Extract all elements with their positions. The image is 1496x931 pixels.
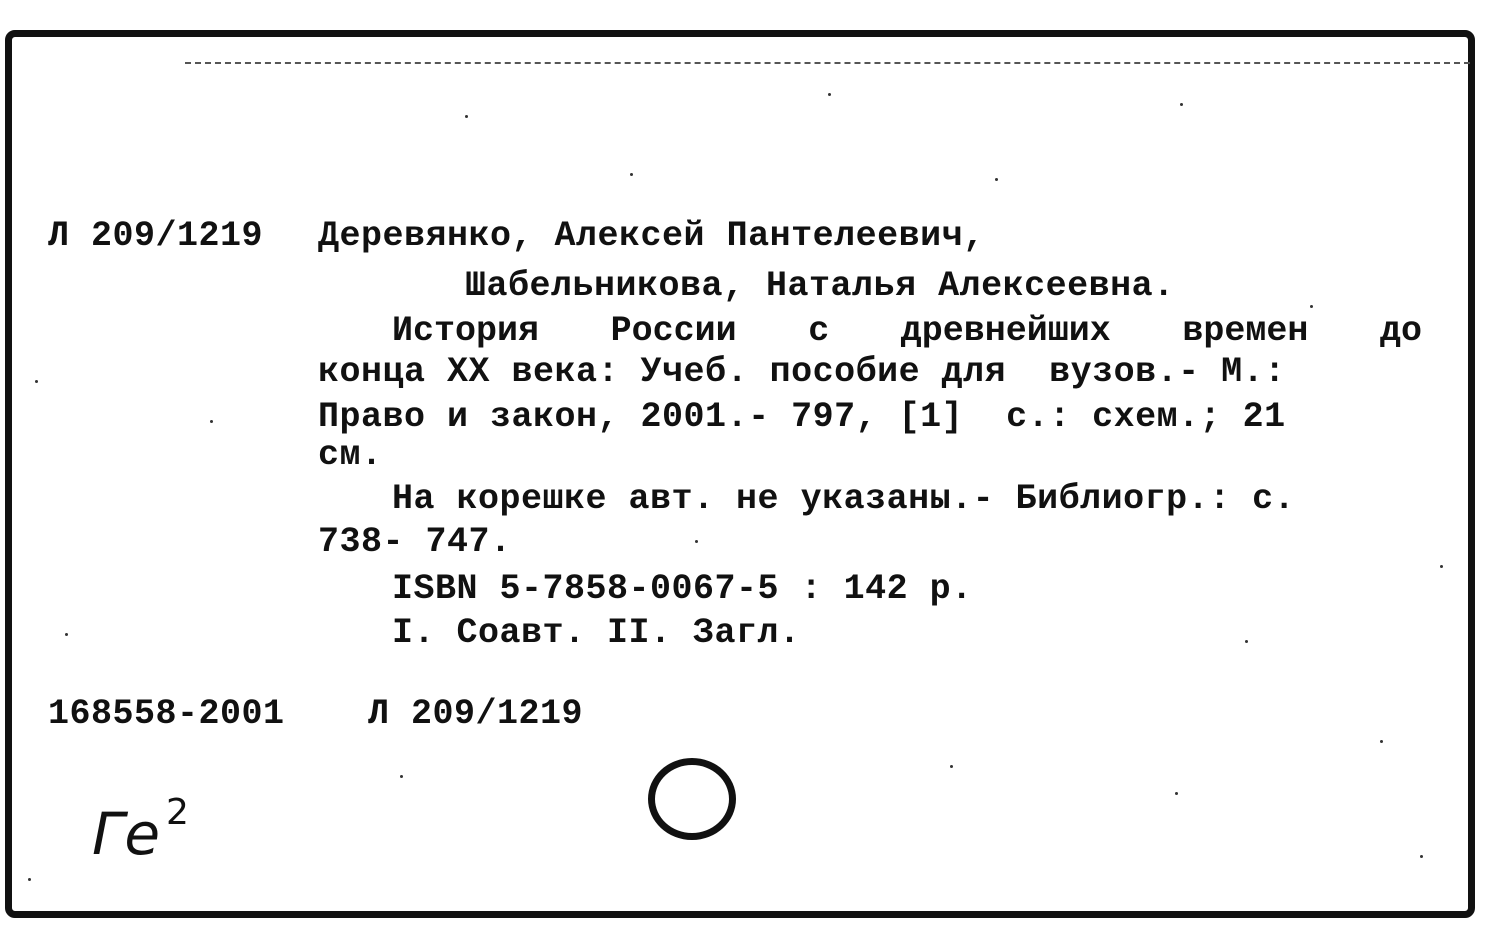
handwritten-superscript: 2 — [166, 791, 189, 833]
heading-author: Деревянко, Алексей Пантелеевич, — [318, 216, 985, 256]
scan-speck — [1175, 792, 1178, 795]
catalog-card — [5, 30, 1475, 918]
title-word: России — [610, 311, 737, 351]
note-line-1: На корешке авт. не указаны.- Библиогр.: с. — [392, 479, 1296, 519]
scan-speck — [35, 380, 38, 383]
scan-speck — [28, 878, 31, 881]
title-word: История — [392, 311, 540, 351]
footer-call-number: Л 209/1219 — [368, 694, 584, 734]
scan-speck — [400, 775, 403, 778]
title-line-4: см. — [318, 435, 383, 475]
scan-speck — [995, 178, 998, 181]
scan-speck — [65, 633, 68, 636]
title-word: времен — [1182, 311, 1309, 351]
tracings-line: I. Соавт. II. Загл. — [392, 613, 801, 653]
title-line-3: Право и закон, 2001.- 797, [1] с.: схем.; 21 — [318, 397, 1286, 437]
scan-speck — [695, 540, 698, 543]
isbn-line: ISBN 5-7858-0067-5 : 142 р. — [392, 569, 973, 609]
handwritten-text: Ге — [92, 800, 160, 868]
coauthor: Шабельникова, Наталья Алексеевна. — [465, 266, 1175, 306]
scan-speck — [1180, 103, 1183, 106]
scan-speck — [828, 93, 831, 96]
scan-speck — [1245, 640, 1248, 643]
title-word: с — [808, 311, 830, 351]
handwritten-mark — [92, 791, 189, 868]
accession-number: 168558-2001 — [48, 694, 285, 734]
scan-speck — [210, 420, 213, 423]
title-line-2: конца XX века: Учеб. пособие для вузов.- М.: — [318, 352, 1286, 392]
scan-speck — [1420, 855, 1423, 858]
top-rule — [185, 62, 1470, 64]
title-word: древнейших — [900, 311, 1111, 351]
scan-speck — [950, 765, 953, 768]
scan-speck — [1440, 565, 1443, 568]
punch-hole — [648, 758, 736, 840]
note-line-2: 738- 747. — [318, 522, 512, 562]
title-line-1 — [392, 311, 1422, 351]
scan-speck — [465, 115, 468, 118]
scan-speck — [630, 173, 633, 176]
title-word: до — [1379, 311, 1422, 351]
call-number: Л 209/1219 — [48, 216, 264, 256]
scan-speck — [1380, 740, 1383, 743]
scan-speck — [1310, 305, 1313, 308]
